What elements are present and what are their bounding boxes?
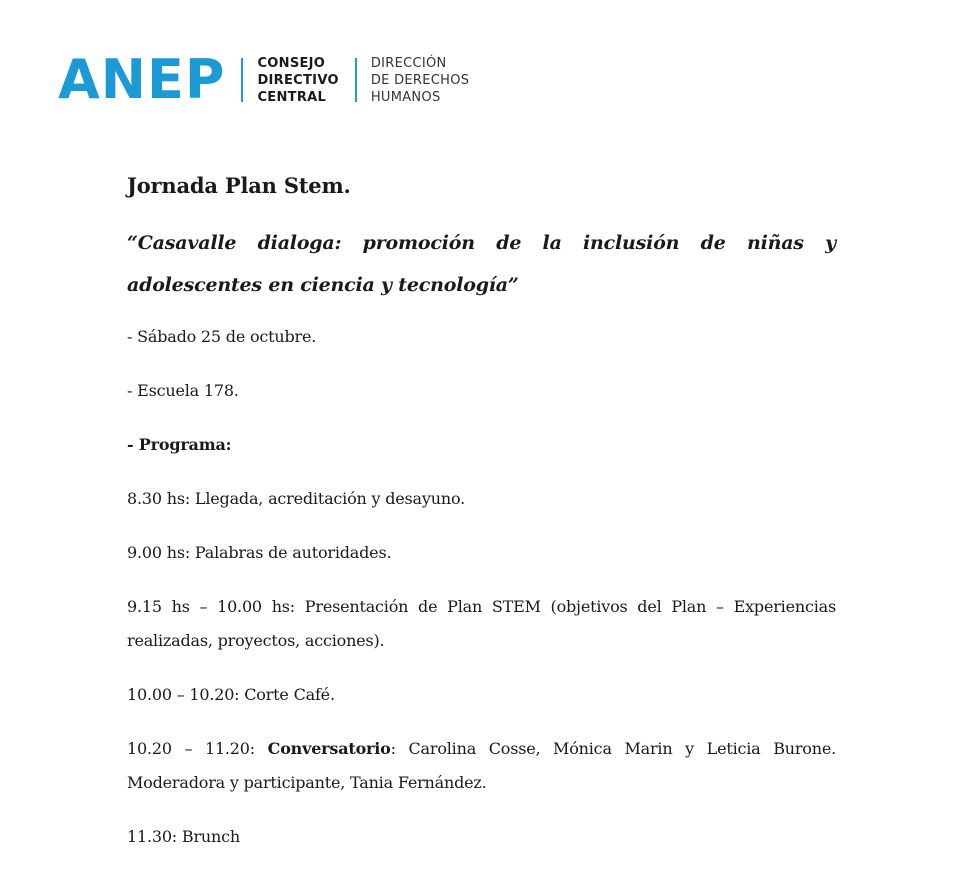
program-item-text: Palabras de autoridades. [190,543,392,562]
program-item [127,732,836,800]
program-item [127,820,836,854]
document-body [127,168,836,854]
event-place: - Escuela 178. [127,381,239,400]
program-item-text: Llegada, acreditación y desayuno. [190,489,465,508]
program-item-time: 8.30 hs: [127,489,191,508]
document-title: Jornada Plan Stem. [127,173,351,198]
logo-divider [241,58,243,102]
program-item-label: Conversatorio [267,739,391,758]
program-item-time: 11.30: [127,827,177,846]
program-item [127,536,836,570]
event-date: - Sábado 25 de octubre. [127,327,317,346]
program-item [127,482,836,516]
program-item-time: 9.15 hs – 10.00 hs: [127,597,296,616]
program-item-text: Brunch [177,827,240,846]
program-item-time: 9.00 hs: [127,543,191,562]
program-item-time: 10.20 – 11.20: [127,739,255,758]
program-item-text: Presentación de Plan STEM (objetivos del Plan – Experiencias realizadas, proyectos, acciones). [127,597,836,650]
program-heading: - Programa: [127,435,232,454]
logo-consejo-directivo-central: CONSEJO DIRECTIVO CENTRAL [257,55,339,105]
document-subtitle: “Casavalle dialoga: promoción de la inclusión de niñas y adolescentes en ciencia y tecnología” [127,232,836,296]
logo-direccion-derechos-humanos: DIRECCIÓN DE DERECHOS HUMANOS [370,55,470,105]
anep-logo: ANEP [58,48,226,111]
program-item-text: Corte Café. [239,685,335,704]
program-item-text: : Carolina Cosse, Mónica Marin y Leticia Burone. Moderadora y participante, Tania Fernández. [127,739,836,792]
logo-divider [355,58,357,102]
header-logo [58,48,470,111]
program-item [127,678,836,712]
program-item [127,590,836,658]
program-item-time: 10.00 – 10.20: [127,685,240,704]
